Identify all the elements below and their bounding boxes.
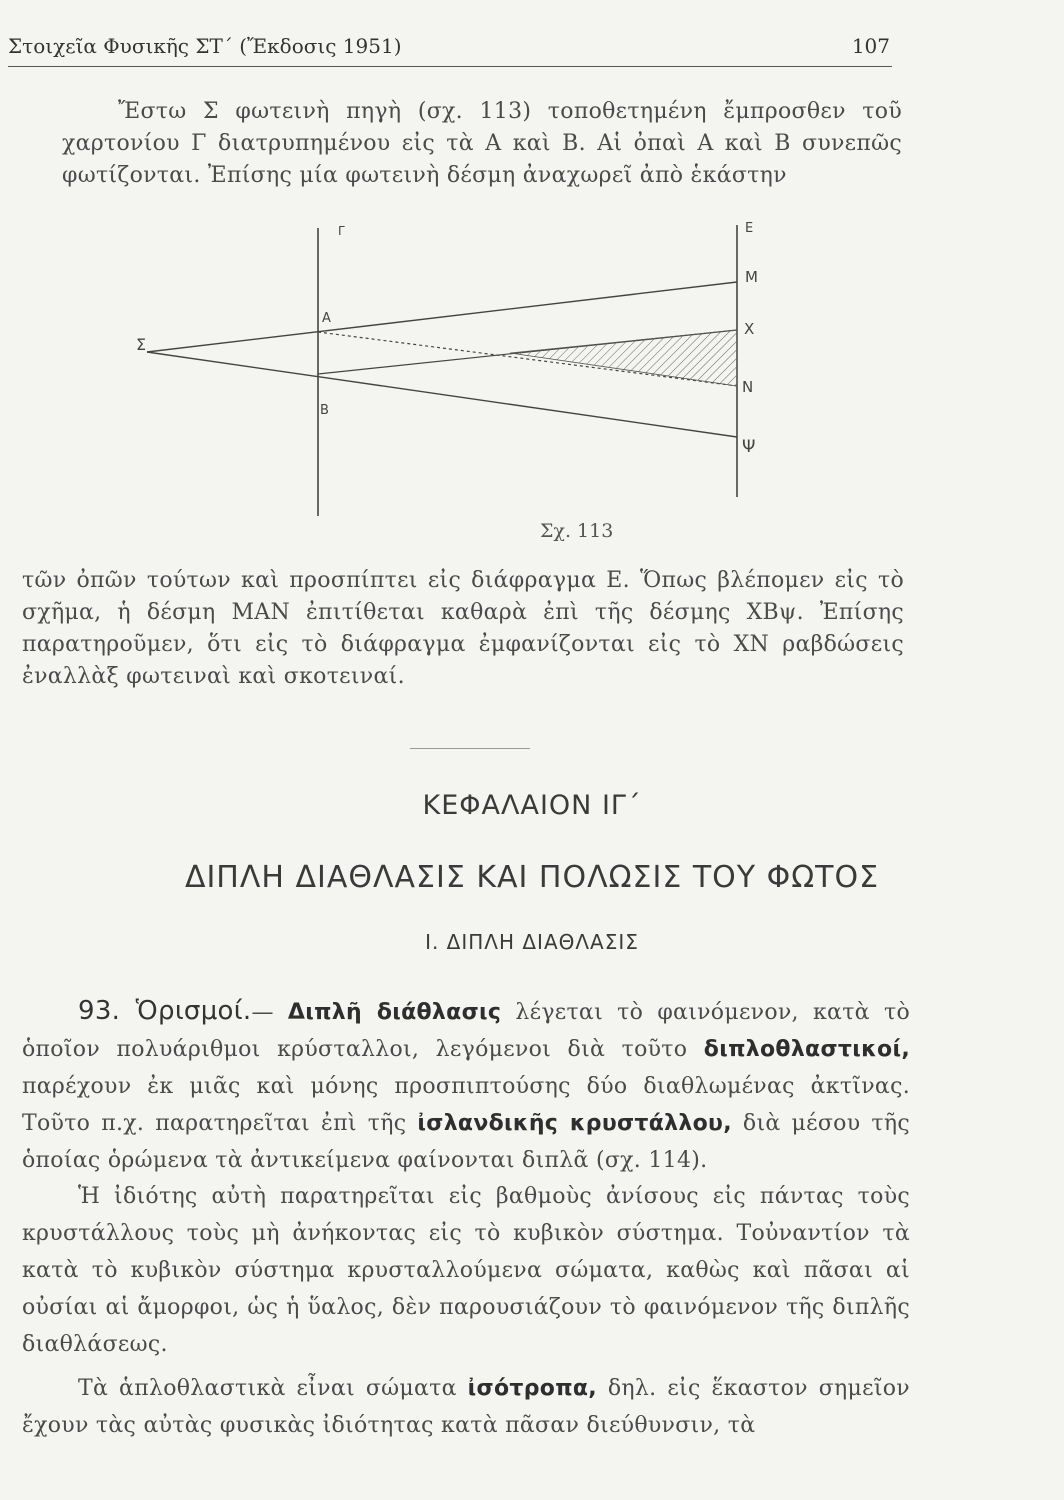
term-iceland-spar: ἰσλανδικῆς κρυστάλλου, xyxy=(417,1111,732,1136)
term-double-refraction: Διπλῆ διάθλασις xyxy=(287,1000,502,1025)
label-x: Χ xyxy=(744,320,755,338)
chapter-number: ΚΕΦΑΛΑΙΟΝ ΙΓ΄ xyxy=(422,790,642,821)
label-n: Ν xyxy=(742,378,754,396)
label-m: Μ xyxy=(745,268,758,286)
term-isotropic: ἰσότροπα, xyxy=(467,1376,597,1401)
paragraph-crystals xyxy=(22,1178,910,1363)
paragraph-crystals-text: Ἡ ἰδιότης αὐτὴ παρατηρεῖται εἰς βαθμοὺς ἀνίσους εἰς πάντας τοὺς κρυστάλλους τοὺς μὴ ἀνήκοντας εἰς τὸ κυβικὸν σύστημα. Τοὐναντίον τὰ κατὰ τὸ κυβικὸν σύστημα κρυσταλλούμενα σώματα, καθὼς καὶ πᾶσαι αἱ οὐσίαι αἱ ἄμορφοι, ὡς ἡ ὕαλος, δὲν παρουσιάζουν τὸ φαινόμενον τῆς διπλῆς διαθλάσεως. xyxy=(22,1184,910,1357)
term-birefringent: διπλοθλαστικοί, xyxy=(703,1037,910,1062)
label-screen-gamma: Γ xyxy=(338,224,345,238)
page-number: 107 xyxy=(851,34,890,58)
paragraph-isotropic: Τὰ ἁπλοθλαστικὰ εἶναι σώματα ἰσότροπα, δηλ. εἰς ἕκαστον σημεῖον ἔχουν τὰς αὐτὰς φυσικὰς ἰδιότητας κατὰ πᾶσαν διεύθυνσιν, τὰ xyxy=(22,1376,910,1438)
definitions-lead: 93. Ὁρισμοί. xyxy=(78,996,252,1026)
label-source: Σ xyxy=(136,335,147,354)
section-title: Ι. ΔΙΠΛΗ ΔΙΑΘΛΑΣΙΣ xyxy=(425,930,639,954)
label-screen-epsilon: Ε xyxy=(745,221,754,236)
paragraph-continuation-text: τῶν ὀπῶν τούτων καὶ προσπίπτει εἰς διάφραγμα Ε. Ὅπως βλέπομεν εἰς τὸ σχῆμα, ἡ δέσμη ΜΑΝ ἐπιτίθεται καθαρὰ ἐπὶ τῆς δέσμης ΧΒψ. Ἐπίσης παρατηροῦμεν, ὅτι εἰς τὸ διάφραγμα ἐμφανίζονται εἰς τὸ ΧΝ ραβδώσεις ἐναλλὰξ φωτειναὶ καὶ σκοτειναί. xyxy=(22,568,904,689)
overlap-hatched-region xyxy=(510,330,737,386)
label-hole-b: Β xyxy=(320,403,329,418)
paragraph-continuation xyxy=(22,565,904,693)
label-y: Ψ xyxy=(742,437,756,457)
running-title: Στοιχεῖα Φυσικῆς ΣΤ΄ (Ἔκδοσις 1951) xyxy=(8,34,402,58)
paragraph-definitions: 93. Ὁρισμοί.— Διπλῆ διάθλασις λέγεται τὸ φαινόμενον, κατὰ τὸ ὁποῖον πολυάριθμοι κρύσταλλοι, λεγόμενοι διὰ τοῦτο διπλοθλαστικοί, παρέχουν ἐκ μιᾶς καὶ μόνης προσπιπτούσης δύο διαθλωμένας ἀκτῖνας. Τοῦτο π.χ. παρατηρεῖται ἐπὶ τῆς ἰσλανδικῆς κρυστάλλου, διὰ μέσου τῆς ὁποίας ὁρώμενα τὰ ἀντικείμενα φαίνονται διπλᾶ (σχ. 114). xyxy=(22,996,911,1173)
label-hole-a: Α xyxy=(322,311,331,326)
paragraph-intro-text: Ἔστω Σ φωτεινὴ πηγὴ (σχ. 113) τοποθετημένη ἔμπροσθεν τοῦ χαρτονίου Γ διατρυπημένου εἰς τὰ Α καὶ Β. Αἱ ὀπαὶ Α καὶ Β συνεπῶς φωτίζονται. Ἐπίσης μία φωτεινὴ δέσμη ἀναχωρεῖ ἀπὸ ἑκάστην xyxy=(62,99,902,188)
figure-caption: Σχ. 113 xyxy=(540,520,614,542)
section-divider xyxy=(410,748,530,749)
chapter-title: ΔΙΠΛΗ ΔΙΑΘΛΑΣΙΣ ΚΑΙ ΠΟΛΩΣΙΣ ΤΟΥ ΦΩΤΟΣ xyxy=(184,860,880,895)
